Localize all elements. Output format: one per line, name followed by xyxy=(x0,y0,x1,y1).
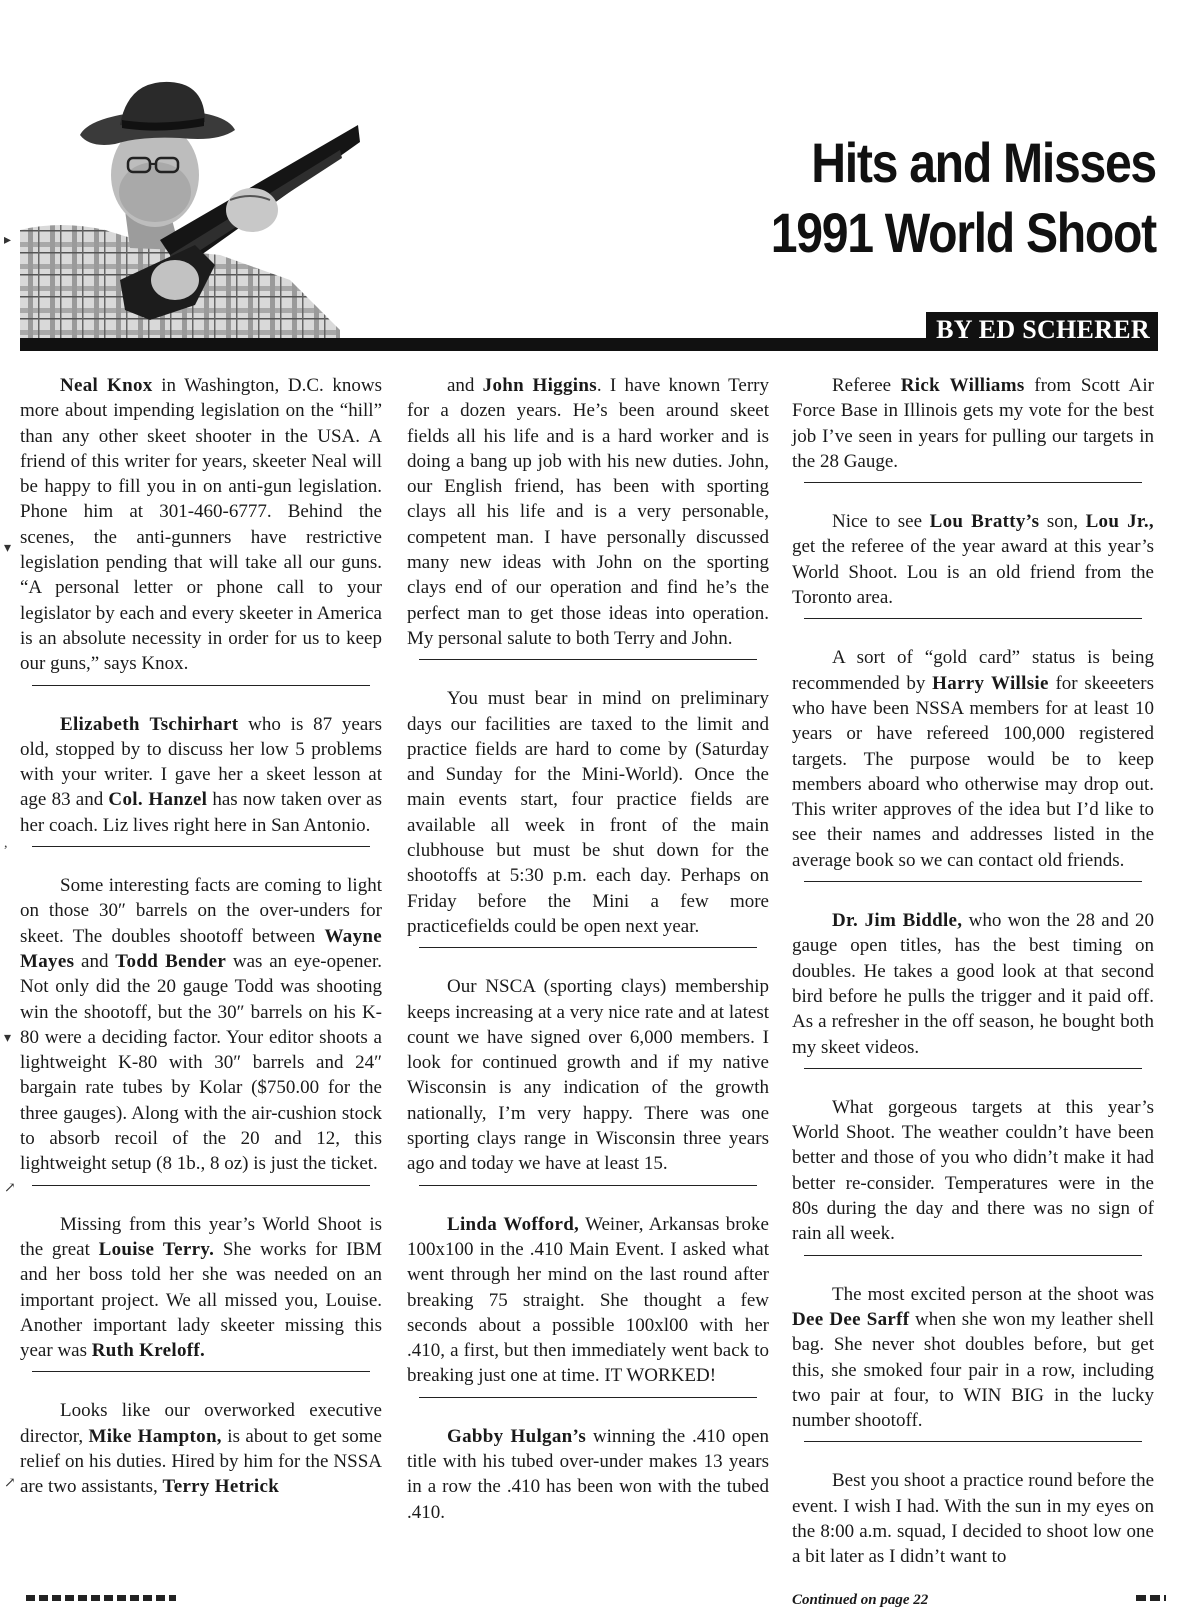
scan-mark: ↗ xyxy=(4,1181,16,1196)
article-paragraph xyxy=(20,373,382,677)
title-line-1: Hits and Misses xyxy=(811,131,1156,194)
paragraph-text: You must bear in mind on preliminary days our facilities are taxed to the limit and practice fields are hard to come by (Saturday and Sunday for the Mini-World). Once the main events start, four practice fields are available all week in front of the main clubhouse but must be shut down for the shootoffs at 5:30 p.m. each day. Perhaps on Friday before the Mini a few more practicefields could be open next year. xyxy=(407,688,769,937)
paragraph-separator xyxy=(804,1068,1142,1069)
article-paragraph xyxy=(407,1424,769,1525)
bold-name: Linda Wofford, xyxy=(447,1213,580,1235)
paragraph-text: was an eye-opener. Not only did the 20 gauge Todd was shooting win the shootoff, but the 30″ barrels on his K-80 were a deciding factor. Your editor shoots a lightweight K-80 with 30″ barrels and 24″ bargain rate tubes by Kolar ($750.00 for the three gauges). Along with the air-cushion stock to absorb recoil of the 20 and 12, this lightweight setup (8 1b., 8 oz) is just the ticket. xyxy=(20,950,383,1175)
paragraph-text: She works for IBM and her boss told her she was needed on an important project. We all missed you, Louise. Another important lady skeeter missing this year was xyxy=(20,1238,382,1362)
paragraph-text: from Scott Air Force Base in Illinois gets my vote for the best job I’ve seen in years for pulling our targets in the 28 Gauge. xyxy=(792,375,1154,472)
bold-name: Terry Hetrick xyxy=(162,1476,280,1498)
page-footer xyxy=(26,1595,1166,1603)
byline: BY ED SCHERER xyxy=(926,312,1158,346)
paragraph-separator xyxy=(804,881,1142,882)
paragraph-text: Looks like our overworked executive director, xyxy=(20,1400,382,1447)
paragraph-text: Our NSCA (sporting clays) membership keeps increasing at a very nice rate and at latest count we have signed over 6,000 members. I look for continued growth and if my native Wisconsin is any indication of the growth nationally, I’m very happy. There was one sporting clays range in Wisconsin three years ago and today we have at least 15. xyxy=(407,976,769,1175)
scan-mark: ↗ xyxy=(4,1476,16,1491)
footer-page-number-mark xyxy=(1136,1595,1166,1601)
bold-name: Col. Hanzel xyxy=(108,789,208,811)
title-line-2: 1991 World Shoot xyxy=(770,201,1156,264)
paragraph-text: The most excited person at the shoot was xyxy=(832,1283,1154,1305)
column-1 xyxy=(20,373,382,1500)
article-paragraph xyxy=(407,686,769,939)
paragraph-separator xyxy=(804,618,1142,619)
paragraph-separator xyxy=(419,1397,757,1398)
bold-name: John Higgins xyxy=(482,375,597,396)
paragraph-text: Weiner, Arkansas broke 100x100 in the .410 Main Event. I asked what went through her mind on the last round after breaking 75 straight. She thought a few seconds about a possible 100xl00 with her .410, a first, but then immediately went back to breaking just one at time. IT WORKED! xyxy=(407,1213,769,1387)
continued-note: Continued on page 22 xyxy=(792,1591,929,1608)
paragraph-text: Best you shoot a practice round before the event. I wish I had. With the sun in my eyes on the 8:00 a.m. squad, I decided to shoot low one a bit later as I didn’t want to xyxy=(792,1470,1154,1568)
article-paragraph xyxy=(407,373,769,651)
article-paragraph xyxy=(792,1282,1154,1434)
article-paragraph xyxy=(792,908,1154,1060)
bold-name: Neal Knox xyxy=(60,375,153,396)
bold-name: Harry Willsie xyxy=(932,672,1049,694)
paragraph-text: has now taken over as her coach. Liz lives right here in San Antonio. xyxy=(20,789,382,836)
column-2 xyxy=(407,373,769,1525)
article-paragraph xyxy=(407,974,769,1176)
paragraph-text: winning the .410 open title with his tubed over-under makes 13 years in a row the .410 has been won with the tubed .410. xyxy=(407,1425,769,1523)
bold-name: Dr. Jim Biddle, xyxy=(832,910,963,932)
paragraph-text: who won the 28 and 20 gauge open titles, has the best timing on doubles. He takes a good look at that second bird before he pulls the trigger and it paid off. As a refresher in the off season, he bought both my skeet videos. xyxy=(792,910,1154,1058)
paragraph-text: for skeeeters who have been NSSA members for at least 10 years or have refereed 100,000 registered targets. The purpose would be to keep members aboard who otherwise may drop out. This writer approves of the idea but I’d like to see their names and addresses listed in the average book so we can contact old friends. xyxy=(792,672,1154,871)
scan-mark: , xyxy=(4,836,8,851)
scan-mark: ▾ xyxy=(4,1031,12,1046)
paragraph-text: who is 87 years old, stopped by to discuss her low 5 problems with your writer. I gave her a skeet lesson at age 83 and xyxy=(20,713,383,811)
bold-name: Todd Bender xyxy=(115,950,227,972)
paragraph-separator xyxy=(804,482,1142,483)
bold-name: Lou Jr., xyxy=(1085,511,1154,533)
paragraph-text: Referee xyxy=(832,375,901,396)
paragraph-text: What gorgeous targets at this year’s World Shoot. The weather couldn’t have been better and those of you who didn’t make it had better re-consider. Temperatures were in the 80s during the day and there was no sign of rain all week. xyxy=(792,1096,1154,1245)
article-paragraph xyxy=(20,1398,382,1499)
paragraph-text: is about to get some relief on his duties. Hired by him for the NSSA are two assistants, xyxy=(20,1425,382,1498)
bold-name: Louise Terry. xyxy=(98,1238,215,1260)
column-3 xyxy=(792,373,1154,1613)
paragraph-separator xyxy=(804,1255,1142,1256)
paragraph-text: Missing from this year’s World Shoot is the great xyxy=(20,1213,382,1260)
scan-mark: ▾ xyxy=(4,541,12,556)
article-paragraph xyxy=(20,712,382,838)
paragraph-separator xyxy=(32,846,370,847)
article-paragraph xyxy=(792,645,1154,873)
bold-name: Lou Bratty’s xyxy=(929,511,1040,533)
paragraph-text: Some interesting facts are coming to light on those 30″ barrels on the over-unders for skeet. The doubles shootoff between xyxy=(20,875,382,947)
bold-name: Rick Williams xyxy=(900,375,1025,396)
article-paragraph xyxy=(20,1212,382,1364)
article-paragraph xyxy=(792,1468,1154,1569)
scan-mark: ▸ xyxy=(4,233,12,248)
paragraph-text: . I have known Terry for a dozen years. He’s been around skeet fields all his life and is a hard worker and is doing a bang up job with his new duties. John, our English friend, has been with sporting clays all his life and is a very personable, competent man. I have personally discussed many new ideas with John on the sporting clays end of our operation and find he’s the perfect man to get those ideas into operation. My personal salute to both Terry and John. xyxy=(407,375,769,649)
bold-name: Dee Dee Sarff xyxy=(792,1308,910,1330)
paragraph-separator xyxy=(32,1185,370,1186)
bold-name: Ruth Kreloff. xyxy=(91,1340,206,1362)
article-paragraph xyxy=(792,509,1154,610)
article-paragraph xyxy=(792,1095,1154,1247)
bold-name: Elizabeth Tschirhart xyxy=(60,713,239,735)
bold-name: Wayne Mayes xyxy=(20,925,382,972)
paragraph-text: and xyxy=(447,375,483,396)
paragraph-text: Nice to see xyxy=(832,511,930,533)
paragraph-separator xyxy=(32,685,370,686)
bold-name: Mike Hampton, xyxy=(88,1425,222,1447)
paragraph-separator xyxy=(419,947,757,948)
article-title xyxy=(771,128,1156,268)
paragraph-separator xyxy=(32,1371,370,1372)
author-photo xyxy=(20,80,360,338)
paragraph-text: in Washington, D.C. knows more about impending legislation on the “hill” than any other skeet shooter in the USA. A friend of this writer for years, skeeter Neal will be happy to fill you in on anti-gun legislation. Phone him at 301-460-6777. Behind the scenes, the anti-gunners have restrictive legislation pending that will take all our guns. “A personal letter or phone call to your legislator by each and every skeeter in America is an absolute necessity in order for us to keep our guns,” says Knox. xyxy=(20,375,382,675)
paragraph-text: and xyxy=(74,950,116,972)
paragraph-separator xyxy=(419,659,757,660)
article-paragraph xyxy=(407,1212,769,1389)
paragraph-separator xyxy=(804,1441,1142,1442)
article-paragraph xyxy=(20,873,382,1177)
bold-name: Gabby Hulgan’s xyxy=(447,1425,587,1447)
paragraph-text: son, xyxy=(1039,511,1086,533)
article-paragraph xyxy=(792,373,1154,474)
paragraph-separator xyxy=(419,1185,757,1186)
paragraph-text: get the referee of the year award at this year’s World Shoot. Lou is an old friend from the Toronto area. xyxy=(792,536,1154,609)
author-photo-graphic xyxy=(20,80,360,338)
paragraph-text: when she won my leather shell bag. She never shot doubles before, but get this, she smoked four pair in a row, including two pair at four, to WIN BIG in the lucky number shootoff. xyxy=(792,1308,1154,1432)
paragraph-text: A sort of “gold card” status is being recommended by xyxy=(792,647,1154,694)
footer-left-mark xyxy=(26,1595,176,1601)
